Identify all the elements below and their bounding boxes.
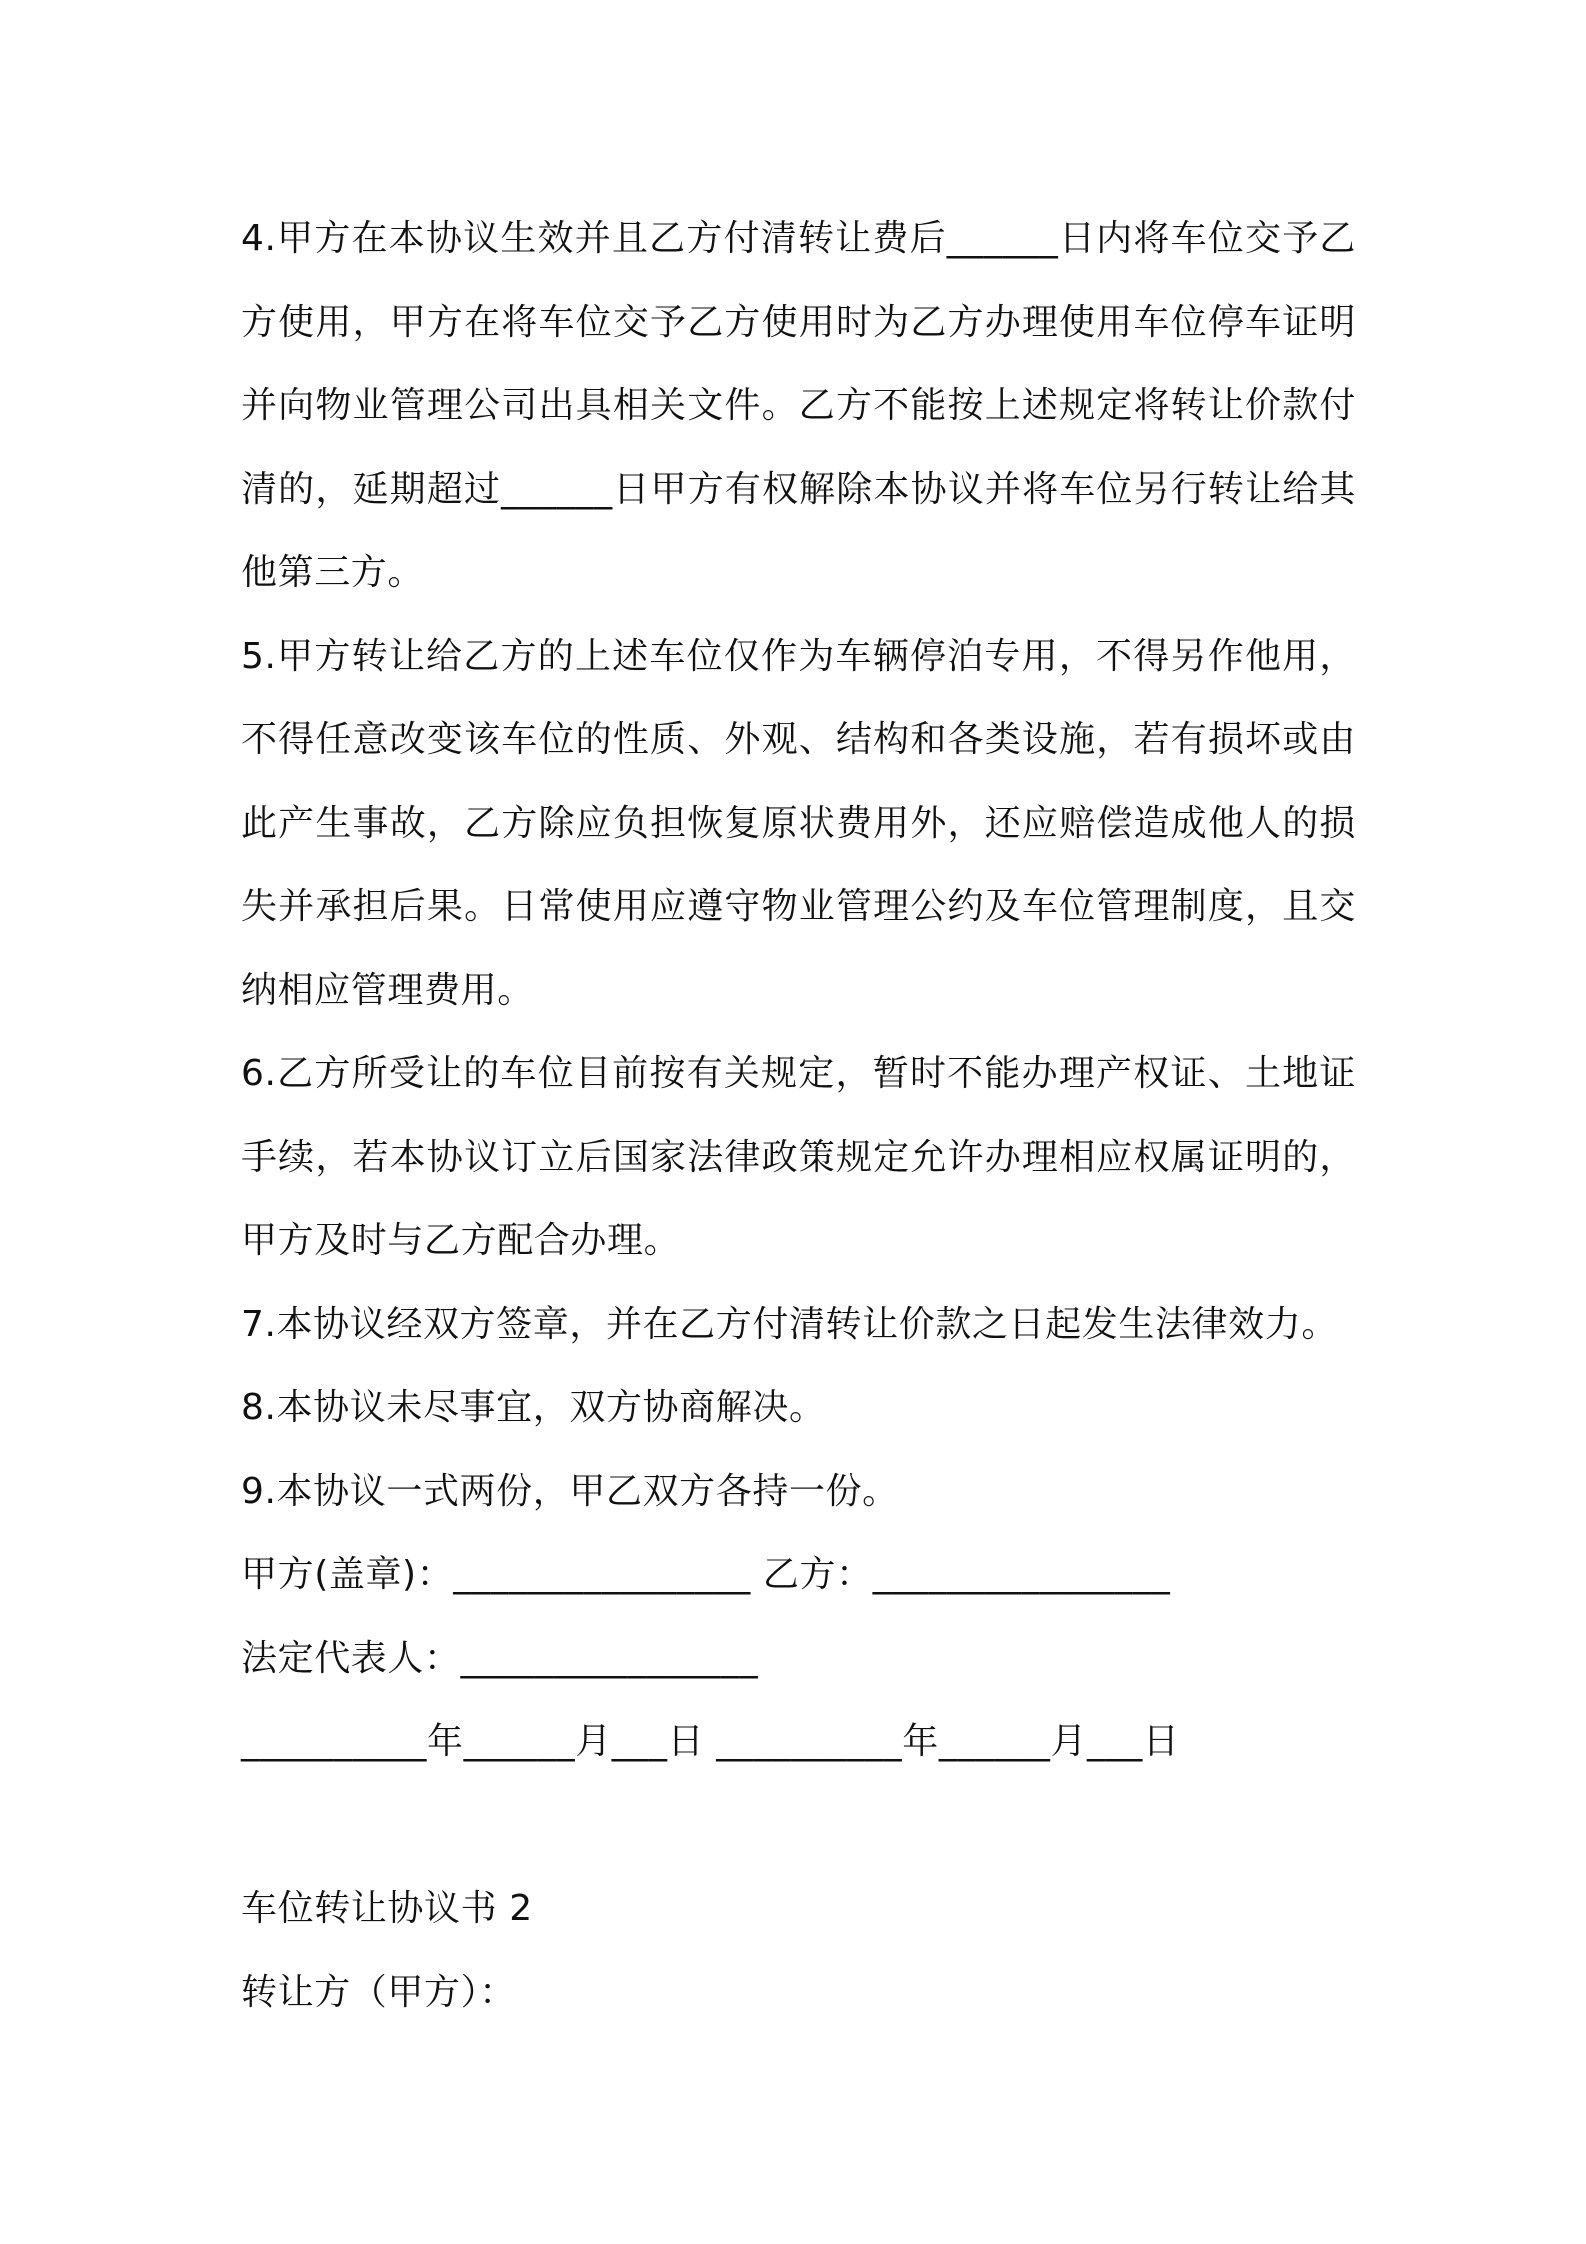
clause-5: 5.甲方转让给乙方的上述车位仅作为车辆停泊专用，不得另作他用，不得任意改变该车位的性质、外观、结构和各类设施，若有损坏或由此产生事故，乙方除应负担恢复原状费用外，还应赔偿造成他人的损失并承担后果。日常使用应遵守物业管理公约及车位管理制度，且交纳相应管理费用。 (241, 635, 1356, 1011)
signature-line: 甲方(盖章)：________________ 乙方：________________ (241, 1554, 1171, 1595)
clause-7: 7.本协议经双方签章，并在乙方付清转让价款之日起发生法律效力。 (241, 1303, 1338, 1345)
clause-8: 8.本协议未尽事宜，双方协商解决。 (241, 1387, 826, 1428)
clause-6: 6.乙方所受让的车位目前按有关规定，暂时不能办理产权证、土地证手续，若本协议订立后国家法律政策规定允许办理相应权属证明的，甲方及时与乙方配合办理。 (241, 1053, 1356, 1261)
section-gap (241, 1784, 1356, 1868)
date-line: __________年______月___日 __________年______月___日 (241, 1721, 1180, 1762)
representative-line: 法定代表人：________________ (241, 1637, 759, 1679)
clause-9: 9.本协议一式两份，甲乙双方各持一份。 (241, 1470, 899, 1512)
next-section-party: 转让方（甲方）： (241, 1971, 516, 2013)
clause-4: 4.甲方在本协议生效并且乙方付清转让费后______日内将车位交予乙方使用，甲方在将车位交予乙方使用时为乙方办理使用车位停车证明并向物业管理公司出具相关文件。乙方不能按上述规定将转让价款付清的，延期超过______日甲方有权解除本协议并将车位另行转让给其他第三方。 (241, 218, 1356, 593)
next-section-title: 车位转让协议书 2 (241, 1888, 533, 1929)
document-body (241, 197, 1356, 2034)
